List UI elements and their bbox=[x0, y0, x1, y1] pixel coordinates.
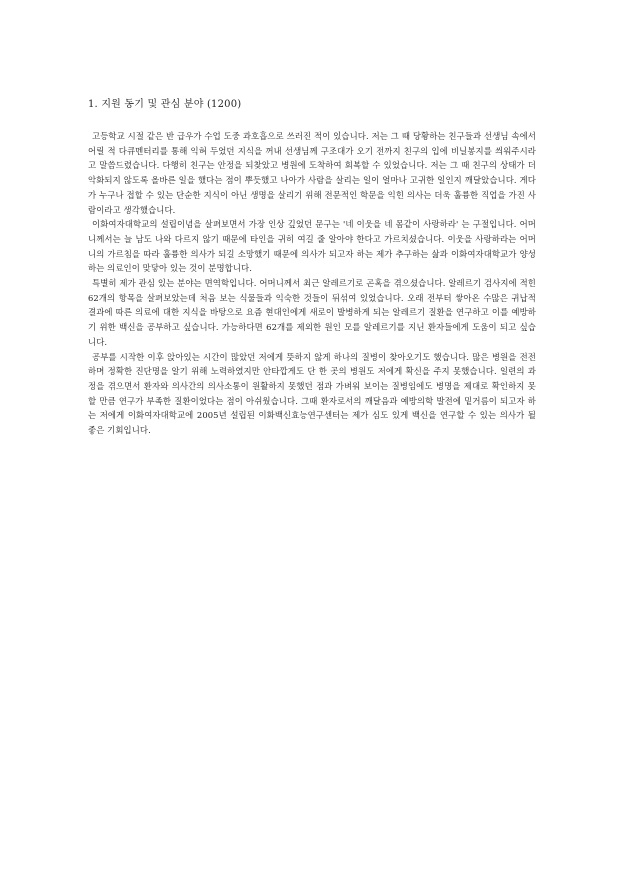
paragraph-4: 공부를 시작한 이후 앉아있는 시간이 많았던 저에게 뜻하지 않게 하나의 질병이 찾아오기도 했습니다. 많은 병원을 전전하며 정확한 진단명을 알기 위해 노력하였지만 안타깝게도 단 한 곳의 병원도 저에게 확신을 주지 못했습니다. 일련의 과정을 겪으면서 환자와 의사간의 의사소통이 원활하지 못했던 점과 가벼워 보이는 질병임에도 병명을 제대로 확인하지 못할 만큼 연구가 부족한 질환이었다는 점이 아쉬웠습니다. 그때 환자로서의 깨달음과 예방의학 발전에 밑거름이 되고자 하는 저에게 이화여자대학교에 2005년 설립된 이화백신효능연구센터는 제가 심도 있게 백신을 연구할 수 있는 의사가 될 좋은 기회입니다. bbox=[88, 351, 536, 436]
section-heading: 1. 지원 동기 및 관심 분야 (1200) bbox=[88, 99, 242, 110]
paragraph-1: 고등학교 시절 같은 반 급우가 수업 도중 과호흡으로 쓰러진 적이 있습니다. 저는 그 때 당황하는 친구들과 선생님 속에서 어릴 적 다큐멘터리를 통해 익혀 두었던 지식을 꺼내 선생님께 구조대가 오기 전까지 친구의 입에 비닐봉지를 씌워주시라고 말씀드렸습니다. 다행히 친구는 안정을 되찾았고 병원에 도착하여 회복할 수 있었습니다. 저는 그 때 친구의 상태가 더 악화되지 않도록 올바른 일을 했다는 점이 뿌듯했고 나아가 사람을 살리는 일이 얼마나 고귀한 일인지 깨달았습니다. 게다가 누구나 접할 수 있는 단순한 지식이 아닌 생명을 살리기 위해 전문적인 학문을 익힌 의사는 더욱 훌륭한 직업을 가진 사람이라고 생각했습니다. bbox=[88, 131, 536, 215]
paragraph-3: 특별히 제가 관심 있는 분야는 면역학입니다. 어머니께서 최근 알레르기로 곤혹을 겪으셨습니다. 알레르기 검사지에 적힌 62개의 항목을 살펴보았는데 처음 보는 식물들과 익숙한 것들이 뒤섞여 있었습니다. 오래 전부터 쌓아온 수많은 귀납적 결과에 따른 의료에 대한 지식을 바탕으로 요즘 현대인에게 새로이 발병하게 되는 알레르기 질환을 연구하고 이를 예방하기 위한 백신을 공부하고 싶습니다. 가능하다면 62개를 제외한 원인 모를 알레르기를 지닌 환자들에게 도움이 되고 싶습니다. bbox=[88, 278, 536, 347]
paragraph-2: 이화여자대학교의 설립이념을 살펴보면서 가장 인상 깊었던 문구는 '네 이웃을 네 몸같이 사랑하라' 는 구절입니다. 어머니께서는 늘 남도 나와 다르지 않기 때문에 타인을 귀히 여길 줄 알아야 한다고 가르치셨습니다. 이웃을 사랑하라는 어머니의 가르침을 따라 훌륭한 의사가 되길 소망했기 때문에 의사가 되고자 하는 제가 추구하는 삶과 이화여자대학교가 양성하는 의료인이 맞닿아 있는 것이 분명합니다. bbox=[88, 219, 536, 274]
document-page bbox=[88, 98, 536, 438]
